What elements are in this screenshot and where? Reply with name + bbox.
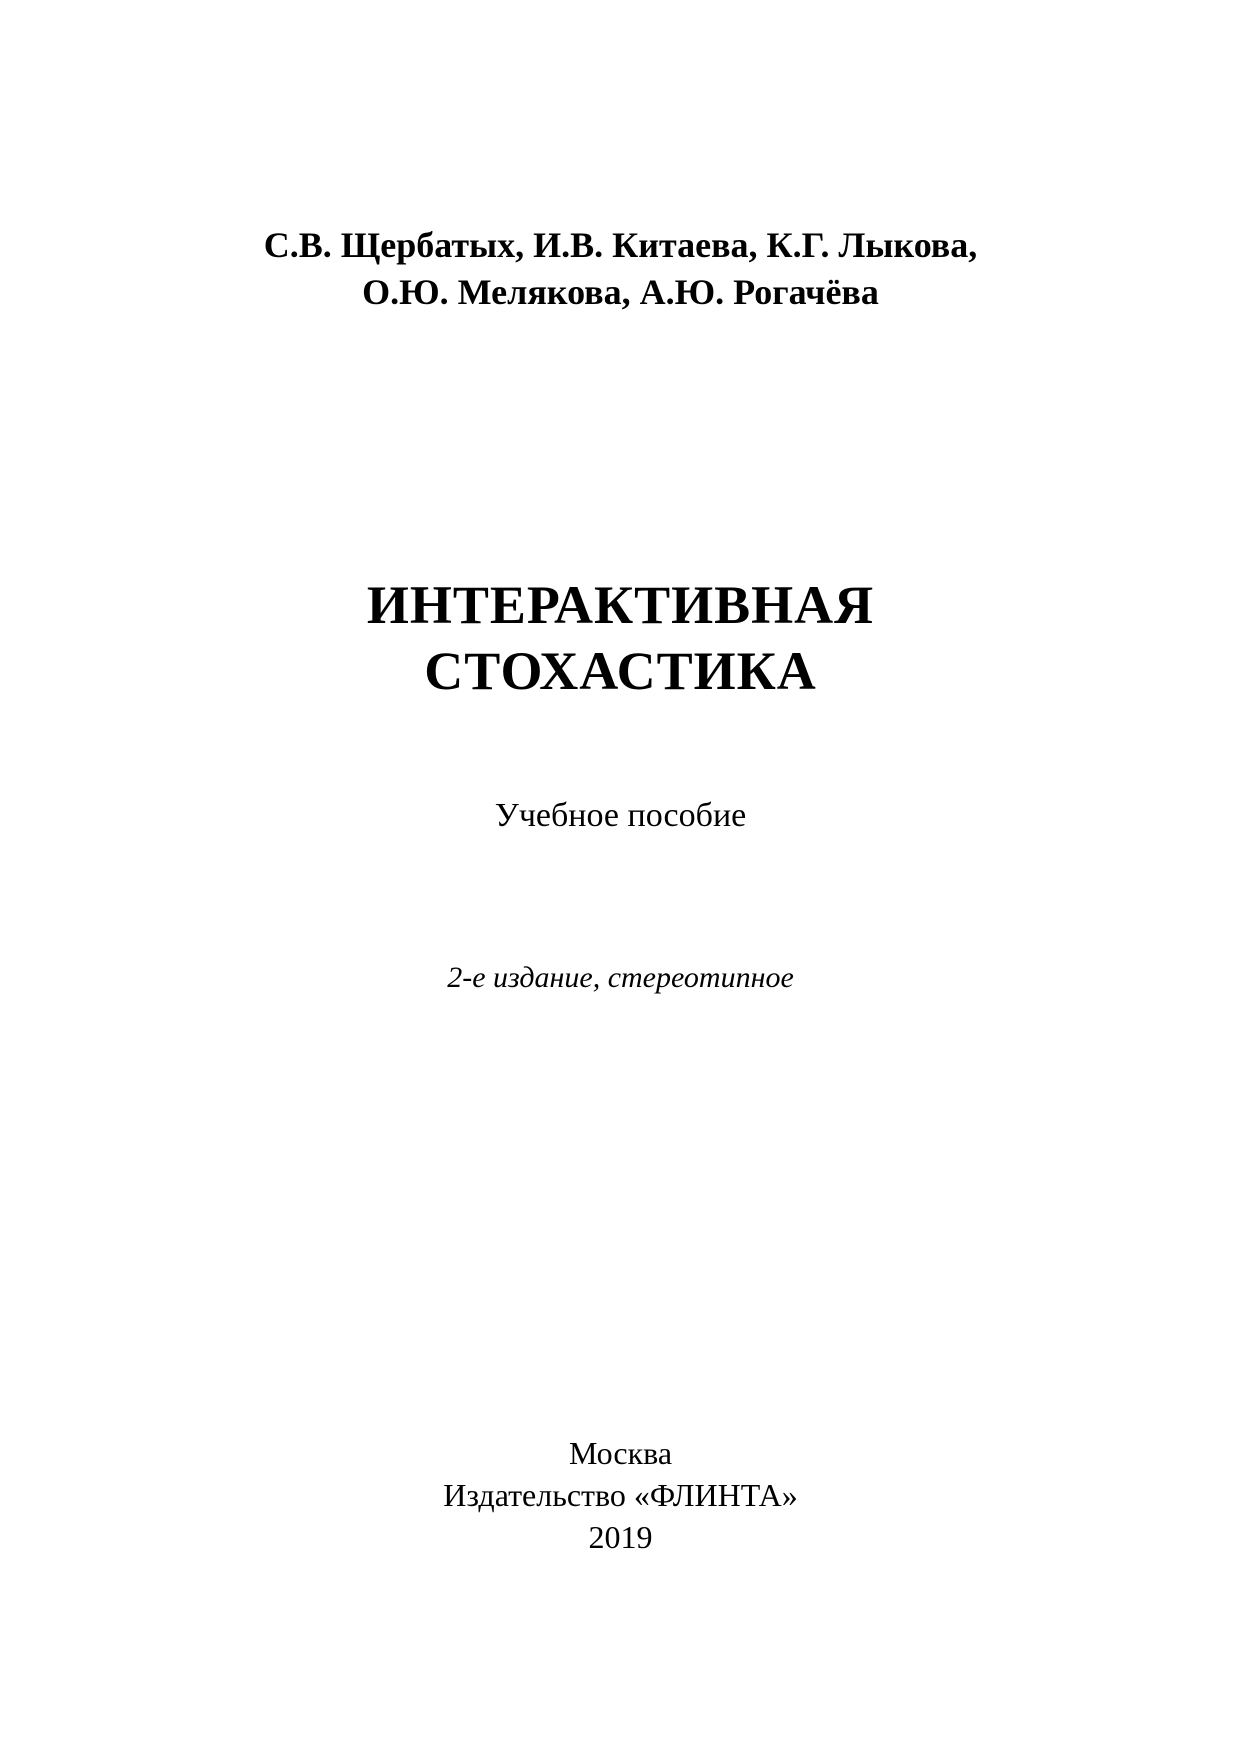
edition-note: 2-е издание, стереотипное: [447, 961, 794, 994]
authors-line: О.Ю. Мелякова, А.Ю. Рогачёва: [362, 272, 879, 312]
authors-line: С.В. Щербатых, И.В. Китаева, К.Г. Лыкова,: [263, 225, 978, 265]
book-title-line: ИНТЕРАКТИВНАЯ: [366, 575, 875, 635]
imprint-block: [0, 1432, 1241, 1558]
authors-block: [0, 222, 1241, 316]
imprint-city: Москва: [568, 1435, 673, 1471]
imprint-publisher: Издательство «ФЛИНТА»: [443, 1477, 798, 1513]
book-title-line: СТОХАСТИКА: [424, 641, 817, 701]
book-title: [0, 572, 1241, 704]
imprint-year: 2019: [588, 1519, 653, 1555]
book-subtitle: Учебное пособие: [494, 797, 747, 834]
